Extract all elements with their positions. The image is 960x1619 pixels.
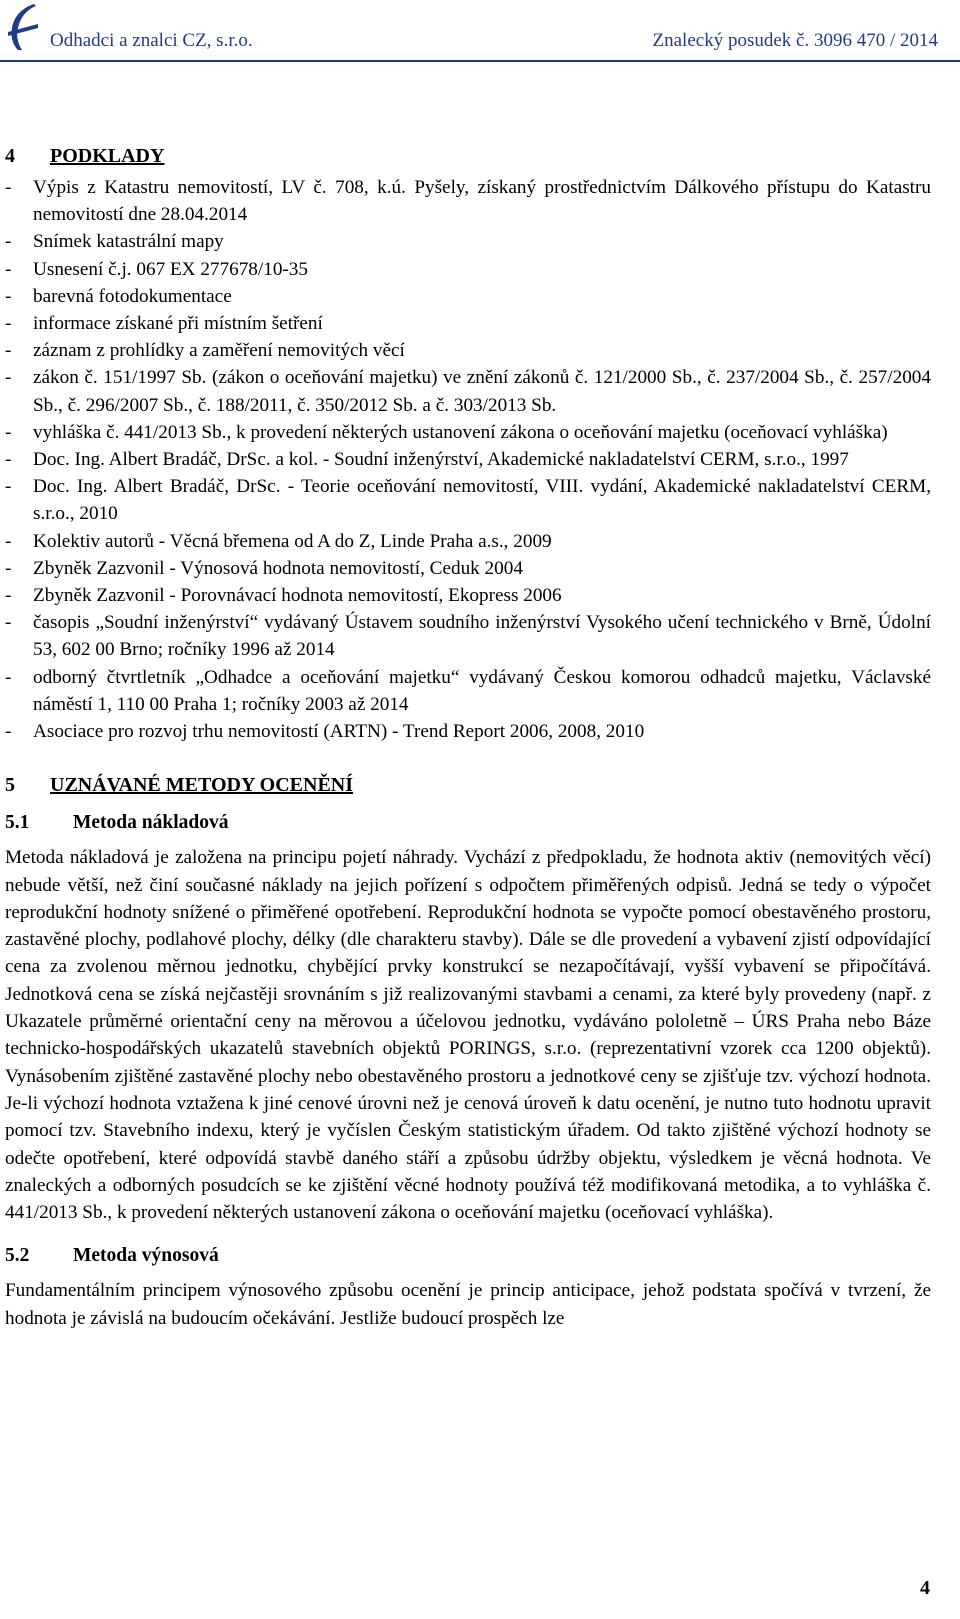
list-item: - informace získané při místním šetření bbox=[5, 310, 931, 337]
subsection-5-2-number: 5.2 bbox=[5, 1245, 30, 1267]
subsection-5-1-heading bbox=[5, 809, 931, 837]
list-item: - Výpis z Katastru nemovitostí, LV č. 708, k.ú. Pyšely, získaný prostřednictvím Dálkového přístupu do Katastru nemovitostí dne 28.04.2014 bbox=[5, 174, 931, 228]
list-item: - Asociace pro rozvoj trhu nemovitostí (ARTN) - Trend Report 2006, 2008, 2010 bbox=[5, 718, 931, 745]
subsection-5-1-title: Metoda nákladová bbox=[73, 812, 229, 834]
income-method-paragraph: Fundamentálním principem výnosového způsobu ocenění je princip anticipace, jehož podstata spočívá v tvrzení, že hodnota je závislá na budoucím očekávání. Jestliže budoucí prospěch lze bbox=[5, 1280, 931, 1329]
list-item: - zákon č. 151/1997 Sb. (zákon o oceňování majetku) ve znění zákonů č. 121/2000 Sb., č. 237/2004 Sb., č. 257/2004 Sb., č. 296/2007 Sb., č. 188/2011, č. 350/2012 Sb. a č. 303/2013 Sb. bbox=[5, 364, 931, 418]
list-item: - Usnesení č.j. 067 EX 277678/10-35 bbox=[5, 256, 931, 283]
section-4-number: 4 bbox=[5, 145, 15, 167]
list-item: - Zbyněk Zazvonil - Výnosová hodnota nemovitostí, Ceduk 2004 bbox=[5, 555, 931, 582]
header-company-name: Odhadci a znalci CZ, s.r.o. bbox=[50, 30, 253, 51]
header-divider bbox=[0, 60, 960, 62]
list-item: - Doc. Ing. Albert Bradáč, DrSc. a kol. - Soudní inženýrství, Akademické nakladatelství CERM, s.r.o., 1997 bbox=[5, 446, 931, 473]
section-4-title: PODKLADY bbox=[50, 145, 165, 167]
list-item: - vyhláška č. 441/2013 Sb., k provedení některých ustanovení zákona o oceňování majetku (oceňovací vyhláška) bbox=[5, 419, 931, 446]
sources-list bbox=[5, 174, 931, 745]
page-number: 4 bbox=[920, 1577, 930, 1599]
company-logo-icon bbox=[4, 2, 42, 52]
page-header bbox=[0, 0, 960, 62]
list-item: - Snímek katastrální mapy bbox=[5, 228, 931, 255]
cost-method-paragraph: Metoda nákladová je založena na principu pojetí náhrady. Vychází z předpokladu, že hodnota aktiv (nemovitých věcí) nebude větší, než činí současné náklady na jejich pořízení s odpočtem přiměřených odpisů. Jedná se tedy o výpočet reprodukční hodnoty snížené o přiměřené opotřebení. Reprodukční hodnota se vypočte pomocí obestavěného prostoru, zastavěné plochy, podlahové plochy, délky (dle charakteru stavby). Dále se dle provedení a vybavení zjistí odpovídající cena za zvolenou měrnou jednotku, chybějící prvky konstrukcí se nezapočítávají, vyšší vybavení se připočítává. Jednotková cena se získá nejčastěji srovnáním s již realizovanými stavbami a cenami, za které byly provedeny (např. z Ukazatele průměrné orientační ceny na měrovou a účelovou jednotku, vydáváno pololetně – ÚRS Praha nebo Báze technicko-hospodářských ukazatelů stavebních objektů PORINGS, s.r.o. (reprezentativní vzorek cca 1200 objektů). Vynásobením zjištěné zastavěné plochy nebo obestavěného prostoru a jednotkové ceny se zjišťuje tzv. výchozí hodnota. Je-li výchozí hodnota vztažena k jiné cenové úrovni než je cenová úroveň k datu ocenění, je nutno tuto hodnotu upravit pomocí tzv. Stavebního indexu, který je vyčíslen Českým statistickým úřadem. Od takto zjištěné výchozí hodnoty se odečte opotřebení, které odpovídá stavbě daného stáří a způsobu údržby objektu, výsledkem je věcná hodnota. Ve znaleckých a odborných posudcích se ke zjištění věcné hodnoty používá též modifikovaná metodika, a to vyhláška č. 441/2013 Sb., k provedení některých ustanovení zákona o oceňování majetku (oceňovací vyhláška). bbox=[5, 847, 931, 1224]
document-body bbox=[5, 142, 931, 1332]
subsection-5-2-title: Metoda výnosová bbox=[73, 1245, 219, 1267]
list-item: - odborný čtvrtletník „Odhadce a oceňování majetku“ vydávaný Českou komorou odhadců majetku, Václavské náměstí 1, 110 00 Praha 1; ročníky 2003 až 2014 bbox=[5, 664, 931, 718]
section-4-heading bbox=[5, 142, 931, 170]
list-item: - barevná fotodokumentace bbox=[5, 283, 931, 310]
list-item: - Doc. Ing. Albert Bradáč, DrSc. - Teorie oceňování nemovitostí, VIII. vydání, Akademické nakladatelství CERM, s.r.o., 2010 bbox=[5, 473, 931, 527]
section-5-title: UZNÁVANÉ METODY OCENĚNÍ bbox=[50, 774, 354, 797]
section-5-heading bbox=[5, 771, 931, 799]
list-item: - záznam z prohlídky a zaměření nemovitých věcí bbox=[5, 337, 931, 364]
subsection-5-2-heading bbox=[5, 1242, 931, 1270]
list-item: - časopis „Soudní inženýrství“ vydávaný Ústavem soudního inženýrství Vysokého učení technického v Brně, Údolní 53, 602 00 Brno; ročníky 1996 až 2014 bbox=[5, 609, 931, 663]
list-item: - Kolektiv autorů - Věcná břemena od A do Z, Linde Praha a.s., 2009 bbox=[5, 528, 931, 555]
list-item: - Zbyněk Zazvonil - Porovnávací hodnota nemovitostí, Ekopress 2006 bbox=[5, 582, 931, 609]
header-document-title: Znalecký posudek č. 3096 470 / 2014 bbox=[652, 30, 938, 51]
subsection-5-1-number: 5.1 bbox=[5, 812, 30, 834]
section-5-number: 5 bbox=[5, 774, 15, 797]
